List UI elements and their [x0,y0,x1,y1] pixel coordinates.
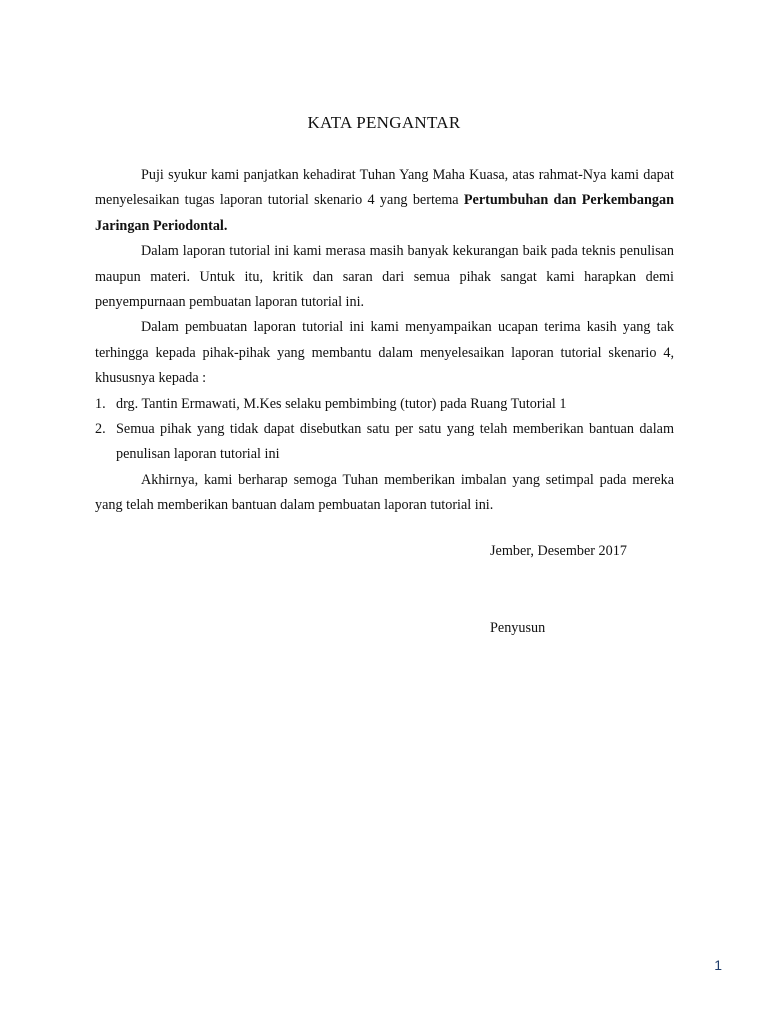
page-number: 1 [714,957,722,973]
paragraph-shortcomings: Dalam laporan tutorial ini kami merasa masih banyak kekurangan baik pada teknis penulisan maupun materi. Untuk itu, kritik dan saran dari semua pihak sangat kami harapkan demi penyempurnaan pembuatan laporan tutorial ini. [95,243,674,311]
paragraph-thanks: Dalam pembuatan laporan tutorial ini kami menyampaikan ucapan terima kasih yang tak terhingga kepada pihak-pihak yang membantu dalam menyelesaikan laporan tutorial skenario 4, khususnya kepada : [95,319,674,387]
page-title: KATA PENGANTAR [307,113,461,132]
list-item-text: Semua pihak yang tidak dapat disebutkan satu per satu yang telah memberikan bantuan dalam penulisan laporan tutorial ini [116,421,674,463]
paragraph-intro-text: Puji syukur kami panjatkan kehadirat Tuhan Yang Maha Kuasa, atas rahmat-Nya kami dapat menyelesaikan tugas laporan tutorial skenario 4 yang bertema [95,167,674,209]
signer-label: Penyusun [490,620,546,636]
list-item [95,417,674,468]
thanks-list [95,392,674,468]
list-item-text: drg. Tantin Ermawati, M.Kes selaku pembimbing (tutor) pada Ruang Tutorial 1 [116,395,567,412]
body-text [95,163,674,519]
place-date: Jember, Desember 2017 [490,543,627,559]
paragraph-closing: Akhirnya, kami berharap semoga Tuhan memberikan imbalan yang setimpal pada mereka yang telah memberikan bantuan dalam pembuatan laporan tutorial ini. [95,471,674,514]
list-item-number: 1. [95,395,106,412]
paragraph-intro-theme: Pertumbuhan dan Perkembangan Jaringan Periodontal. [95,192,674,234]
paragraph-intro [95,163,674,239]
list-item [95,392,674,417]
list-item-number: 2. [95,421,106,438]
